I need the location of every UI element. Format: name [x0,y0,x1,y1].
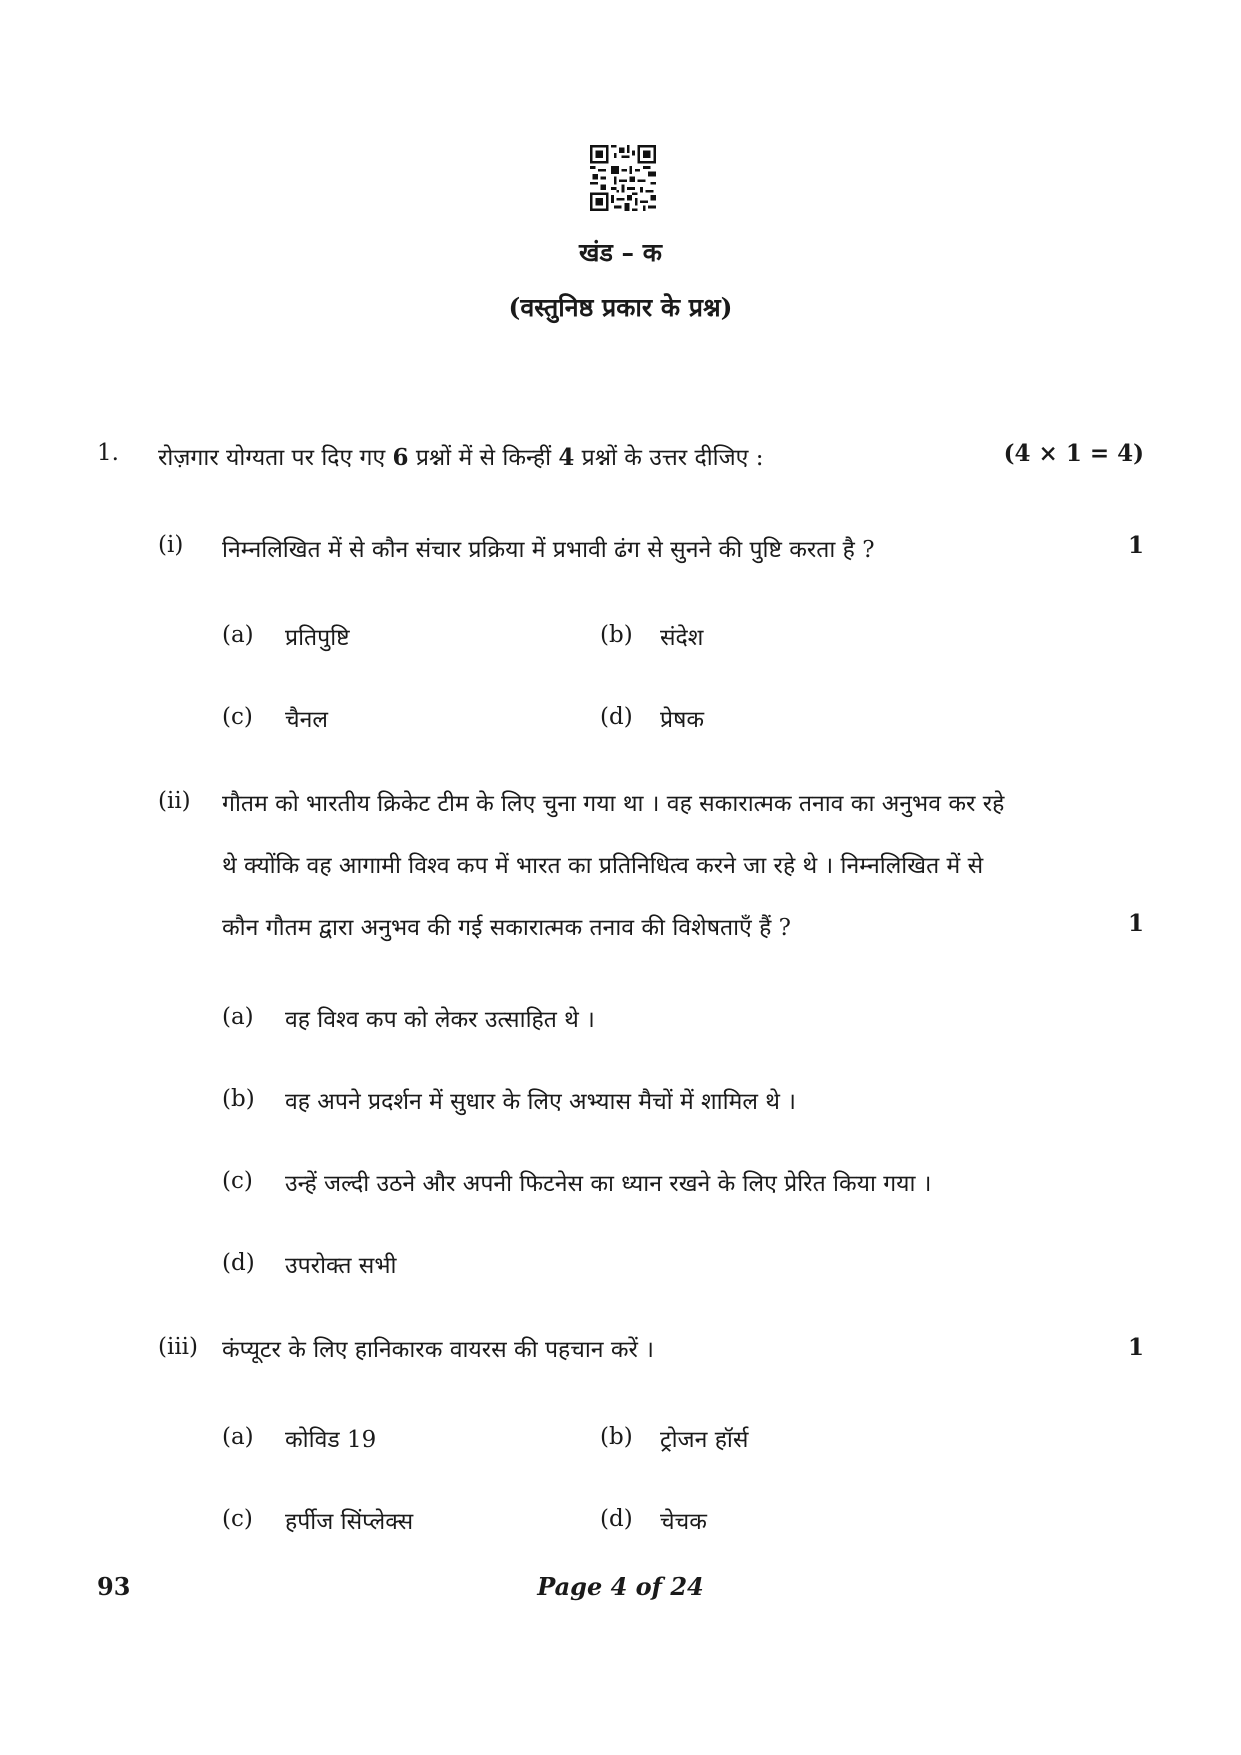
sub-question-label: (ii) [158,788,191,814]
option-label: (b) [600,622,633,648]
question-number: 1. [97,440,119,466]
sub-question-marks: 1 [1127,1334,1144,1361]
option-text: हर्पीज सिंप्लेक्स [285,1509,414,1535]
sub-question-label: (i) [158,532,184,558]
section-title: खंड – क [579,238,662,267]
option-label: (c) [222,1168,253,1194]
option-text: चैनल [285,707,328,733]
option-text: वह अपने प्रदर्शन में सुधार के लिए अभ्यास मैचों में शामिल थे । [285,1089,796,1115]
sub-question-marks: 1 [1127,532,1144,559]
paper-code: 93 [97,1572,131,1601]
question-marks: (4 × 1 = 4) [1003,440,1144,467]
sub-question-marks: 1 [1127,910,1144,937]
sub-question-text-line: थे क्योंकि वह आगामी विश्व कप में भारत का प्रतिनिधित्व करने जा रहे थे । निम्नलिखित में से [222,853,984,879]
option-label: (c) [222,1506,253,1532]
option-label: (d) [222,1250,255,1276]
option-text: कोविड 19 [285,1427,377,1453]
page-number: Page 4 of 24 [537,1572,704,1601]
sub-question-label: (iii) [158,1334,199,1360]
section-subtitle: (वस्तुनिष्ठ प्रकार के प्रश्न) [508,293,733,322]
option-text: ट्रोजन हॉर्स [660,1427,749,1453]
sub-question-text-line: गौतम को भारतीय क्रिकेट टीम के लिए चुना गया था । वह सकारात्मक तनाव का अनुभव कर रहे [222,791,1005,817]
sub-question-text-line: कौन गौतम द्वारा अनुभव की गई सकारात्मक तनाव की विशेषताएँ हैं ? [222,915,791,941]
sub-question-text: कंप्यूटर के लिए हानिकारक वायरस की पहचान करें । [222,1337,654,1363]
option-text: वह विश्व कप को लेकर उत्साहित थे । [285,1007,595,1033]
option-label: (a) [222,622,254,648]
option-label: (a) [222,1424,254,1450]
option-text: उपरोक्त सभी [285,1253,397,1279]
option-label: (a) [222,1004,254,1030]
option-text: प्रतिपुष्टि [285,625,350,651]
option-text: संदेश [660,625,704,651]
question-instruction: रोज़गार योग्यता पर दिए गए 6 प्रश्नों में से किन्हीं 4 प्रश्नों के उत्तर दीजिए : [158,444,764,471]
option-label: (c) [222,704,253,730]
option-label: (d) [600,1506,633,1532]
option-text: प्रेषक [660,707,705,733]
option-label: (b) [222,1086,255,1112]
option-text: चेचक [660,1509,707,1535]
option-label: (d) [600,704,633,730]
option-label: (b) [600,1424,633,1450]
option-text: उन्हें जल्दी उठने और अपनी फिटनेस का ध्यान रखने के लिए प्रेरित किया गया । [285,1171,932,1197]
sub-question-text: निम्नलिखित में से कौन संचार प्रक्रिया में प्रभावी ढंग से सुनने की पुष्टि करता है ? [222,537,875,563]
qr-code [590,145,656,211]
